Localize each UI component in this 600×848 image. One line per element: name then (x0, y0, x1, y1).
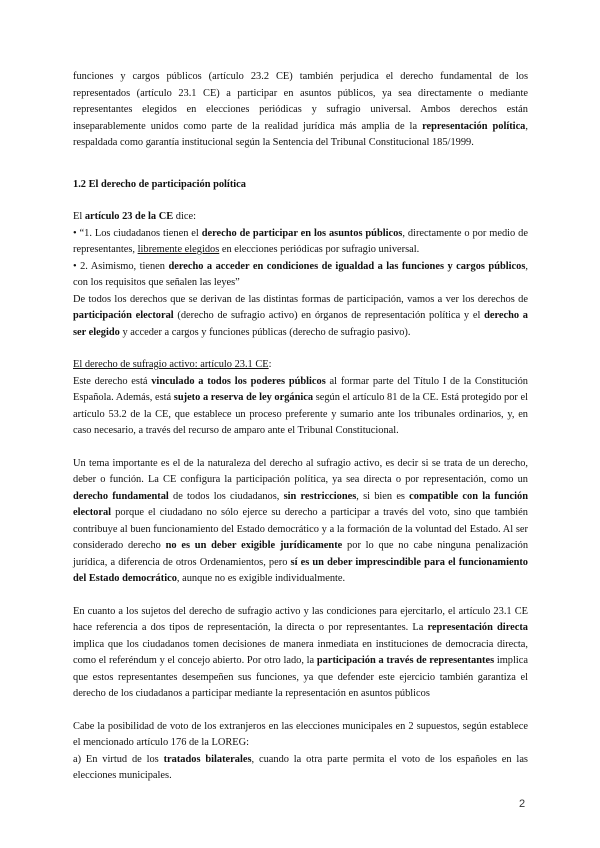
text-run: por lo que no cabe ninguna penalización jurídica, a diferencia de otros Ordenamientos, pero (73, 540, 529, 568)
text-run: Este derecho está (73, 375, 152, 387)
bold-text: representación política (422, 120, 526, 132)
text-run: • 2. Asimismo, tienen (73, 260, 169, 272)
text-run: implica que los ciudadanos tomen decisiones de manera inmediata en instituciones de democracia directa, como el referéndum y el concejo abierto. Por otro lado, la (73, 638, 528, 666)
text-run: , aunque no es exigible individualmente. (176, 573, 346, 584)
text-run: Un tema importante es el de la naturaleza del derecho al sufragio activo, es decir si se trata de un derecho, deber o función. La CE configura la participación política, ya sea directa o por representación, como un (73, 457, 528, 485)
bold-text: sin restricciones (283, 490, 357, 502)
document-page (73, 69, 528, 785)
bold-text: participación electoral (73, 310, 174, 321)
active-suffrage-paragraph (73, 374, 528, 440)
intro-paragraph (73, 69, 528, 152)
section-heading: 1.2 El derecho de participación política (73, 178, 246, 190)
underlined-text: El derecho de sufragio activo: artículo 23.1 CE (73, 359, 269, 370)
foreigners-vote-paragraph: Cabe la posibilidad de voto de los extranjeros en las elecciones municipales en 2 supuestos, según establece el mencionado artículo 176 de la LOREG: (73, 720, 528, 748)
text-run: , con los requisitos que señalen las leyes” (73, 260, 529, 288)
subsection-heading (73, 357, 528, 374)
text-run: funciones y cargos públicos (artículo 23.2 CE) también perjudica el derecho fundamental de los representados (artículo 23.1 CE) a participar en asuntos públicos, ya sea directamente o mediante representantes elegidos en elecciones periódicas y sufragio universal. Ambos derechos están inseparablemente unidos como parte de la realidad jurídica más amplia de la (73, 71, 528, 132)
text-run: a) En virtud de los (73, 753, 164, 765)
bold-text: no es un deber exigible jurídicamente (165, 540, 343, 551)
text-run: al formar parte del Título I de la Constitución Española. Además, está (73, 375, 528, 403)
text-run: , cuando la otra parte permita el voto de los españoles en las elecciones municipales. (73, 753, 528, 781)
bold-text: derecho a ser elegido (73, 310, 528, 338)
list-item-a (73, 752, 528, 785)
participation-forms-paragraph (73, 292, 528, 342)
text-run: : (268, 359, 272, 370)
text-run: porque el ciudadano no sólo ejerce su derecho a participar a través del voto, sino que también contribuye al buen funcionamiento del Estado democrático y a la formación de la voluntad del Estado. Al ser considerado derecho (73, 507, 528, 551)
bold-text: vinculado a todos los poderes públicos (151, 375, 326, 387)
text-run: , si bien es (356, 490, 410, 502)
bold-text: representación directa (427, 622, 528, 633)
bold-text: tratados bilaterales (163, 753, 252, 765)
bold-text: derecho de participar en los asuntos públicos (201, 227, 403, 239)
bold-text: sujeto a reserva de ley orgánica (173, 392, 314, 403)
underlined-text: libremente elegidos (137, 244, 220, 255)
bold-text: participación a través de representantes (316, 655, 495, 666)
subjects-paragraph (73, 604, 528, 703)
text-run: , directamente o por medio de representantes, (73, 227, 528, 255)
text-run: según el artículo 81 de la CE. Está protegido por el artículo 53.2 de la CE, que establece un proceso preferente y sumario ante los tribunales ordinarios, y, en caso necesario, a través del recurso de amparo ante el Tribunal Constitucional. (73, 392, 528, 436)
text-run: implica que estos representantes desempeñen sus funciones, ya que defender este ejercicio también garantiza el derecho de los ciudadanos a participar mediante la representación en asuntos públicos (73, 655, 528, 699)
text-run: de todos los ciudadanos, (168, 490, 284, 502)
bullet-item-1 (73, 226, 528, 259)
text-run: De todos los derechos que se derivan de las distintas formas de participación, vamos a ver los derechos de (73, 293, 528, 305)
text-run: dice: (173, 211, 196, 222)
text-run: • “1. Los ciudadanos tienen el (73, 227, 202, 239)
text-run: El (73, 211, 85, 222)
page-number: 2 (519, 798, 526, 810)
text-run: , respaldada como garantía institucional según la Sentencia del Tribunal Constitucional 185/1999. (73, 120, 528, 148)
text-run: En cuanto a los sujetos del derecho de sufragio activo y las condiciones para ejercitarlo, el artículo 23.1 CE hace referencia a dos tipos de representación, la directa o por representantes. La (73, 605, 528, 633)
text-run: (derecho de sufragio activo) en órganos de representación política y el (173, 310, 485, 321)
bold-text: derecho a acceder en condiciones de igualdad a las funciones y cargos públicos (168, 260, 526, 272)
bold-text: sí es un deber imprescindible para el funcionamiento del Estado democrático (73, 556, 528, 584)
text-run: y acceder a cargos y funciones públicas (derecho de sufragio pasivo). (119, 326, 411, 338)
bold-text: artículo 23 de la CE (84, 211, 174, 222)
bold-text: compatible con la función electoral (73, 490, 528, 518)
bullet-item-2 (73, 259, 528, 292)
text-run: en elecciones periódicas por sufragio universal. (219, 244, 420, 255)
article-23-intro (73, 209, 528, 226)
bold-text: derecho fundamental (73, 490, 169, 502)
nature-paragraph (73, 456, 528, 588)
